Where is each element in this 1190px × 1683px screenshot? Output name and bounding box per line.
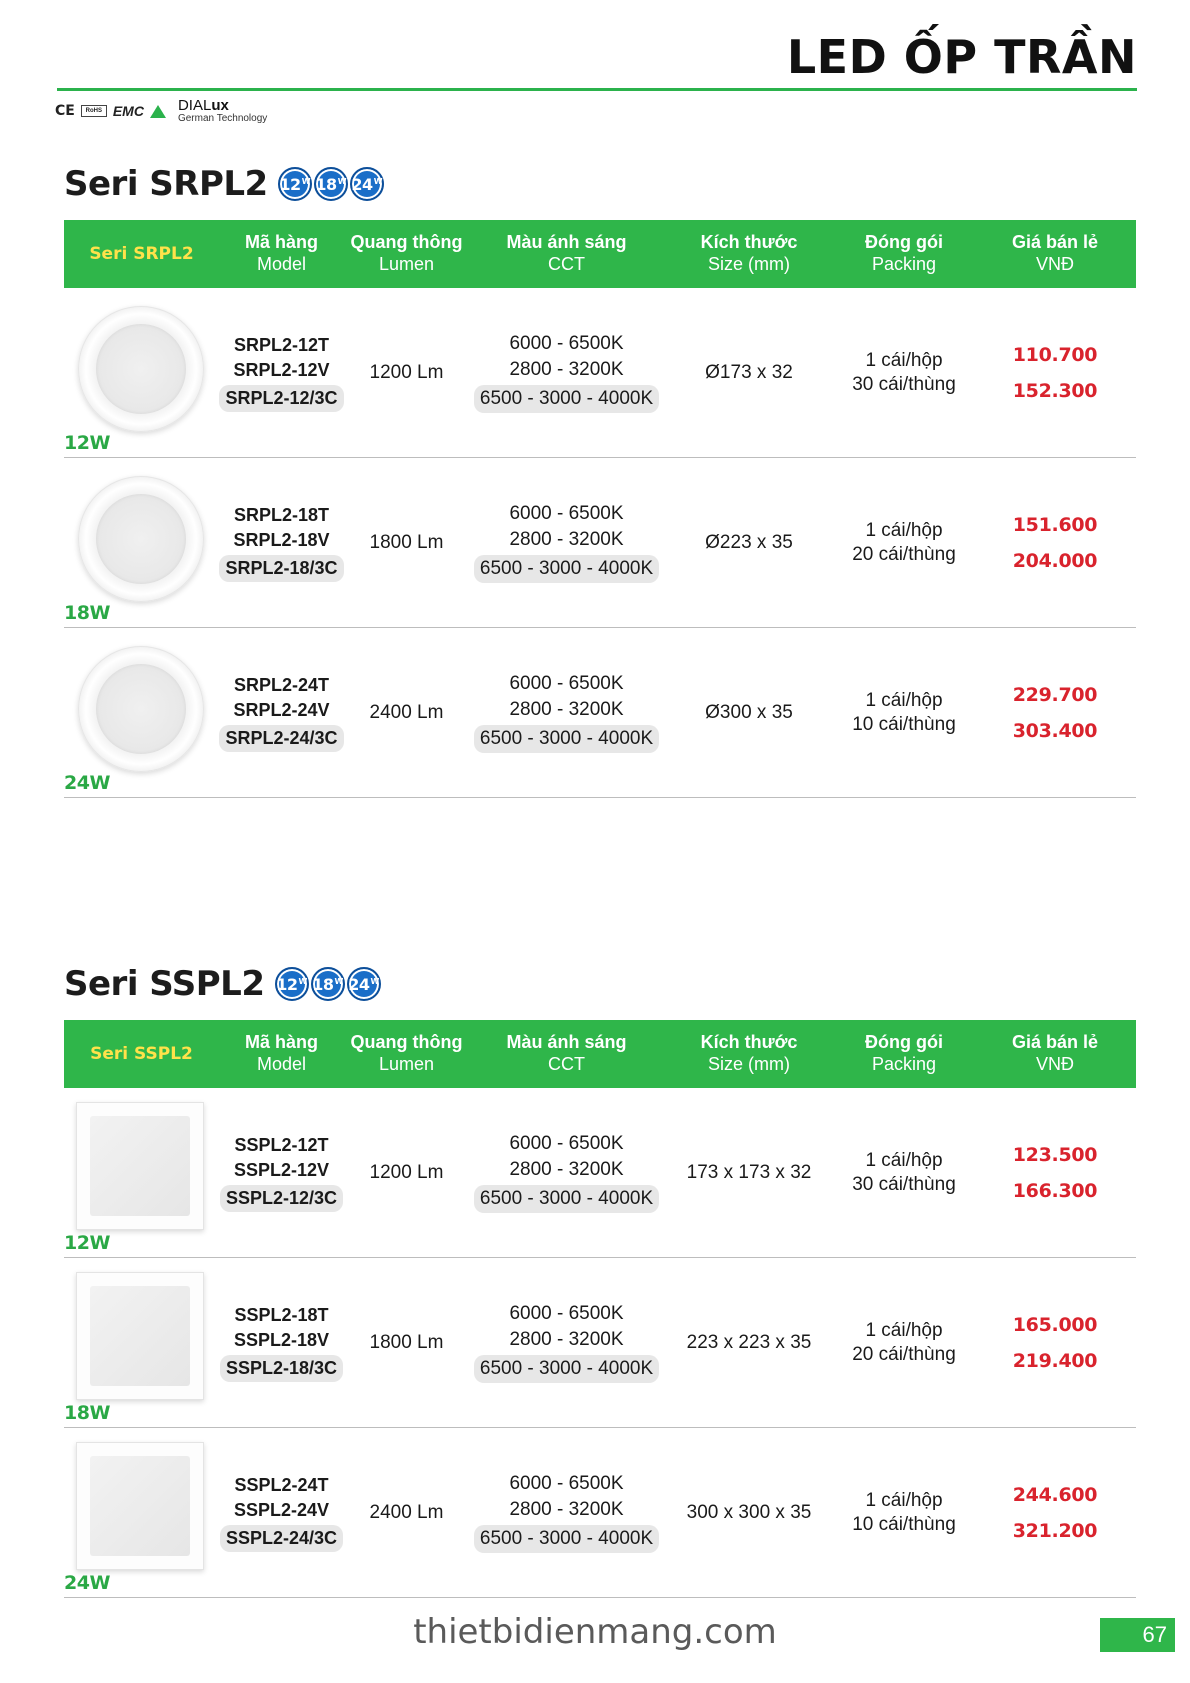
product-image (64, 1088, 219, 1258)
column-header-lumen: Quang thông Lumen (350, 1032, 463, 1074)
triangle-mark-icon (150, 105, 166, 118)
lumen-cell: 1200 Lm (369, 1162, 444, 1183)
column-header-model: Mã hàng Model (244, 232, 318, 274)
wattage-badge-icon: 24 W (350, 167, 384, 201)
wattage-badge-icon: 12 W (275, 967, 309, 1001)
series-section (64, 162, 1136, 798)
cct-cell: 6000 - 6500K 2800 - 3200K 6500 - 3000 - 4000K (469, 1473, 664, 1553)
certification-logos (55, 98, 267, 124)
ce-mark-icon: CE (55, 103, 75, 119)
packing-cell: 1 cái/hộp 20 cái/thùng (852, 1320, 956, 1365)
model-cell: SRPL2-18T SRPL2-18V SRPL2-18/3C (219, 505, 344, 582)
lumen-cell: 1800 Lm (369, 1332, 444, 1353)
lumen-cell: 1200 Lm (369, 362, 444, 383)
packing-cell: 1 cái/hộp 20 cái/thùng (852, 520, 956, 565)
size-cell: 223 x 223 x 35 (686, 1332, 812, 1353)
wattage-label: 18W (64, 602, 110, 624)
lumen-cell: 2400 Lm (369, 1502, 444, 1523)
model-cell: SSPL2-18T SSPL2-18V SSPL2-18/3C (219, 1305, 344, 1382)
table-row (64, 628, 1136, 798)
series-title: Seri SSPL2 (64, 964, 265, 1004)
column-header-price: Giá bán lẻ VNĐ (1011, 1032, 1099, 1074)
rohs-mark-icon: RoHS (81, 105, 107, 117)
column-header-size: Kích thước Size (mm) (700, 232, 798, 274)
dialux-subtitle: German Technology (177, 113, 268, 124)
header-divider (57, 88, 1137, 91)
product-image (64, 1428, 219, 1598)
size-cell: Ø223 x 35 (705, 532, 793, 553)
lumen-cell: 1800 Lm (369, 532, 444, 553)
price-cell: 123.500 166.300 (1012, 1144, 1098, 1202)
cct-cell: 6000 - 6500K 2800 - 3200K 6500 - 3000 - 4000K (469, 1133, 664, 1213)
table-row (64, 1088, 1136, 1258)
column-header-cct: Màu ánh sáng CCT (506, 232, 627, 274)
wattage-label: 24W (64, 772, 110, 794)
cct-cell: 6000 - 6500K 2800 - 3200K 6500 - 3000 - 4000K (469, 1303, 664, 1383)
dialux-prefix: DIAL (177, 97, 212, 114)
wattage-badge-icon: 18 W (311, 967, 345, 1001)
column-header-cct: Màu ánh sáng CCT (506, 1032, 627, 1074)
price-cell: 229.700 303.400 (1012, 684, 1098, 742)
price-cell: 110.700 152.300 (1012, 344, 1098, 402)
round-lamp-icon (78, 646, 204, 772)
size-cell: Ø300 x 35 (705, 702, 793, 723)
square-lamp-icon (76, 1102, 204, 1230)
wattage-badge-icon: 24 W (347, 967, 381, 1001)
size-cell: 300 x 300 x 35 (686, 1502, 812, 1523)
page-number: 67 (1100, 1618, 1175, 1652)
lumen-cell: 2400 Lm (369, 702, 444, 723)
product-image (64, 1258, 219, 1428)
table-header (64, 220, 1136, 288)
cct-cell: 6000 - 6500K 2800 - 3200K 6500 - 3000 - 4000K (469, 503, 664, 583)
table-row (64, 288, 1136, 458)
product-image (64, 628, 219, 798)
table-row (64, 458, 1136, 628)
product-image (64, 288, 219, 458)
model-cell: SRPL2-12T SRPL2-12V SRPL2-12/3C (219, 335, 344, 412)
column-header-lumen: Quang thông Lumen (350, 232, 463, 274)
footer-watermark-url: thietbidienmang.com (413, 1612, 777, 1652)
table-row (64, 1428, 1136, 1598)
round-lamp-icon (78, 306, 204, 432)
price-cell: 244.600 321.200 (1012, 1484, 1098, 1542)
packing-cell: 1 cái/hộp 10 cái/thùng (852, 690, 956, 735)
price-cell: 151.600 204.000 (1012, 514, 1098, 572)
wattage-badges (275, 967, 381, 1001)
product-image (64, 458, 219, 628)
column-header-packing: Đóng gói Packing (865, 1032, 943, 1074)
model-cell: SRPL2-24T SRPL2-24V SRPL2-24/3C (219, 675, 344, 752)
cct-cell: 6000 - 6500K 2800 - 3200K 6500 - 3000 - 4000K (469, 333, 664, 413)
wattage-label: 24W (64, 1572, 110, 1594)
wattage-label: 18W (64, 1402, 110, 1424)
size-cell: Ø173 x 32 (705, 362, 793, 383)
packing-cell: 1 cái/hộp 30 cái/thùng (852, 1150, 956, 1195)
column-header-packing: Đóng gói Packing (865, 232, 943, 274)
table-header (64, 1020, 1136, 1088)
model-cell: SSPL2-24T SSPL2-24V SSPL2-24/3C (219, 1475, 344, 1552)
packing-cell: 1 cái/hộp 10 cái/thùng (852, 1490, 956, 1535)
table-row (64, 1258, 1136, 1428)
cct-cell: 6000 - 6500K 2800 - 3200K 6500 - 3000 - 4000K (469, 673, 664, 753)
wattage-badge-icon: 18 W (314, 167, 348, 201)
series-header (64, 962, 1136, 1006)
column-header-size: Kích thước Size (mm) (700, 1032, 798, 1074)
dialux-logo (178, 98, 267, 124)
price-cell: 165.000 219.400 (1012, 1314, 1098, 1372)
size-cell: 173 x 173 x 32 (686, 1162, 812, 1183)
square-lamp-icon (76, 1442, 204, 1570)
packing-cell: 1 cái/hộp 30 cái/thùng (852, 350, 956, 395)
table-header-series: Seri SSPL2 (90, 1044, 193, 1064)
wattage-badges (278, 167, 384, 201)
dialux-suffix: ux (211, 97, 229, 114)
table-header-series: Seri SRPL2 (89, 244, 194, 264)
page-title: LED ỐP TRẦN (786, 30, 1137, 84)
wattage-label: 12W (64, 1232, 110, 1254)
column-header-model: Mã hàng Model (244, 1032, 318, 1074)
square-lamp-icon (76, 1272, 204, 1400)
round-lamp-icon (78, 476, 204, 602)
emc-mark-icon: EMC (112, 103, 144, 119)
wattage-badge-icon: 12 W (278, 167, 312, 201)
series-section (64, 962, 1136, 1598)
model-cell: SSPL2-12T SSPL2-12V SSPL2-12/3C (219, 1135, 344, 1212)
column-header-price: Giá bán lẻ VNĐ (1011, 232, 1099, 274)
series-title: Seri SRPL2 (64, 164, 268, 204)
series-header (64, 162, 1136, 206)
wattage-label: 12W (64, 432, 110, 454)
